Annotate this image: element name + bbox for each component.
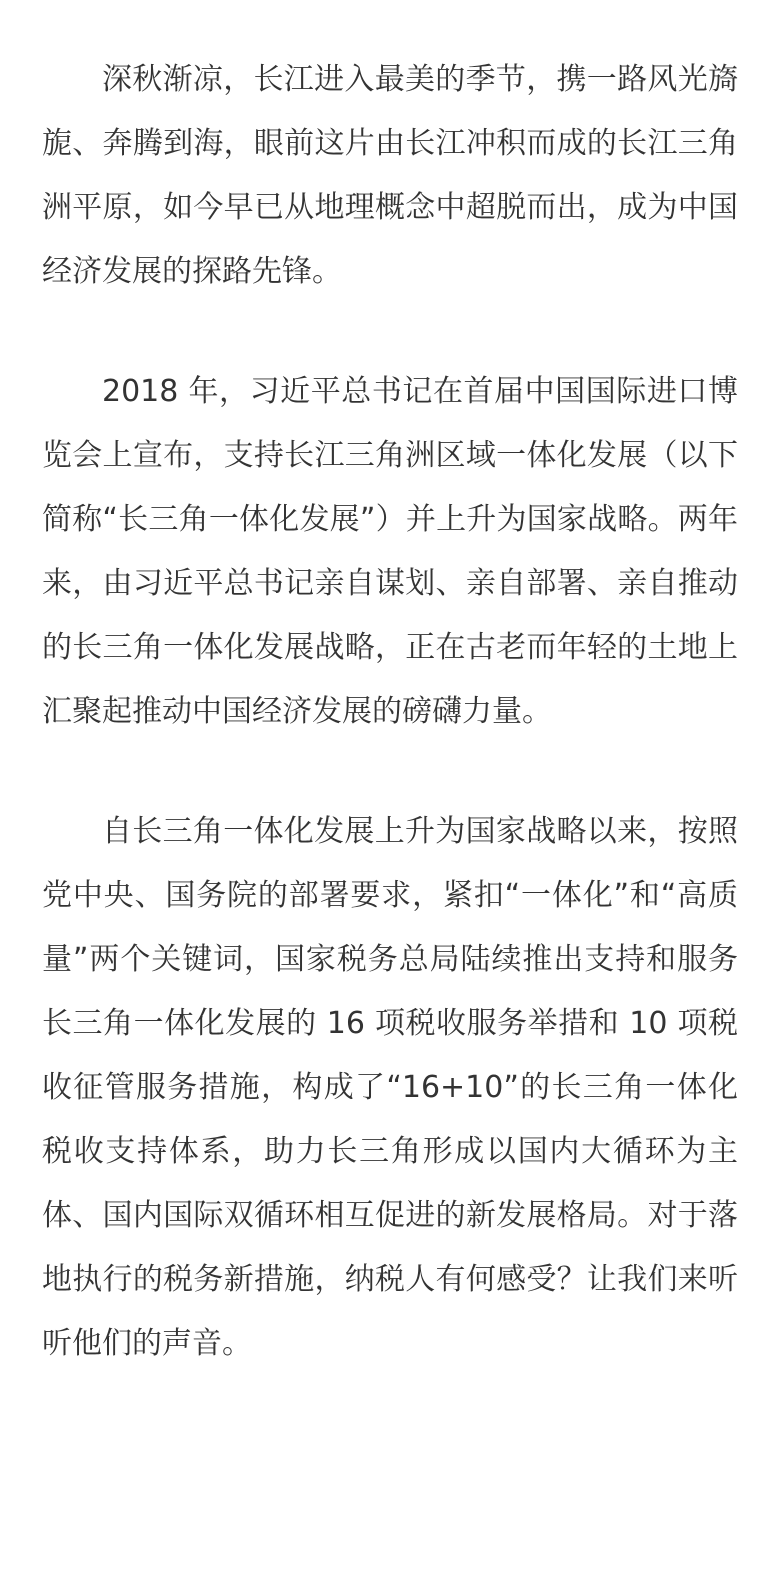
- paragraph-intro: 深秋渐凉，长江进入最美的季节，携一路风光旖旎、奔腾到海，眼前这片由长江冲积而成的长江三角洲平原，如今早已从地理概念中超脱而出，成为中国经济发展的探路先锋。: [42, 62, 738, 289]
- paragraph-background: 2018 年，习近平总书记在首届中国国际进口博览会上宣布，支持长江三角洲区域一体化发展（以下简称“长三角一体化发展”）并上升为国家战略。两年来，由习近平总书记亲自谋划、亲自部署、亲自推动的长三角一体化发展战略，正在古老而年轻的土地上汇聚起推动中国经济发展的磅礴力量。: [42, 374, 738, 729]
- paragraph-measures: 自长三角一体化发展上升为国家战略以来，按照党中央、国务院的部署要求，紧扣“一体化”和“高质量”两个关键词，国家税务总局陆续推出支持和服务长三角一体化发展的 16 项税收服务举措和 10 项税收征管服务措施，构成了“16+10”的长三角一体化税收支持体系，助力长三角形成以国内大循环为主体、国内国际双循环相互促进的新发展格局。对于落地执行的税务新措施，纳税人有何感受？让我们来听听他们的声音。: [42, 814, 738, 1361]
- article-body: [42, 48, 738, 1376]
